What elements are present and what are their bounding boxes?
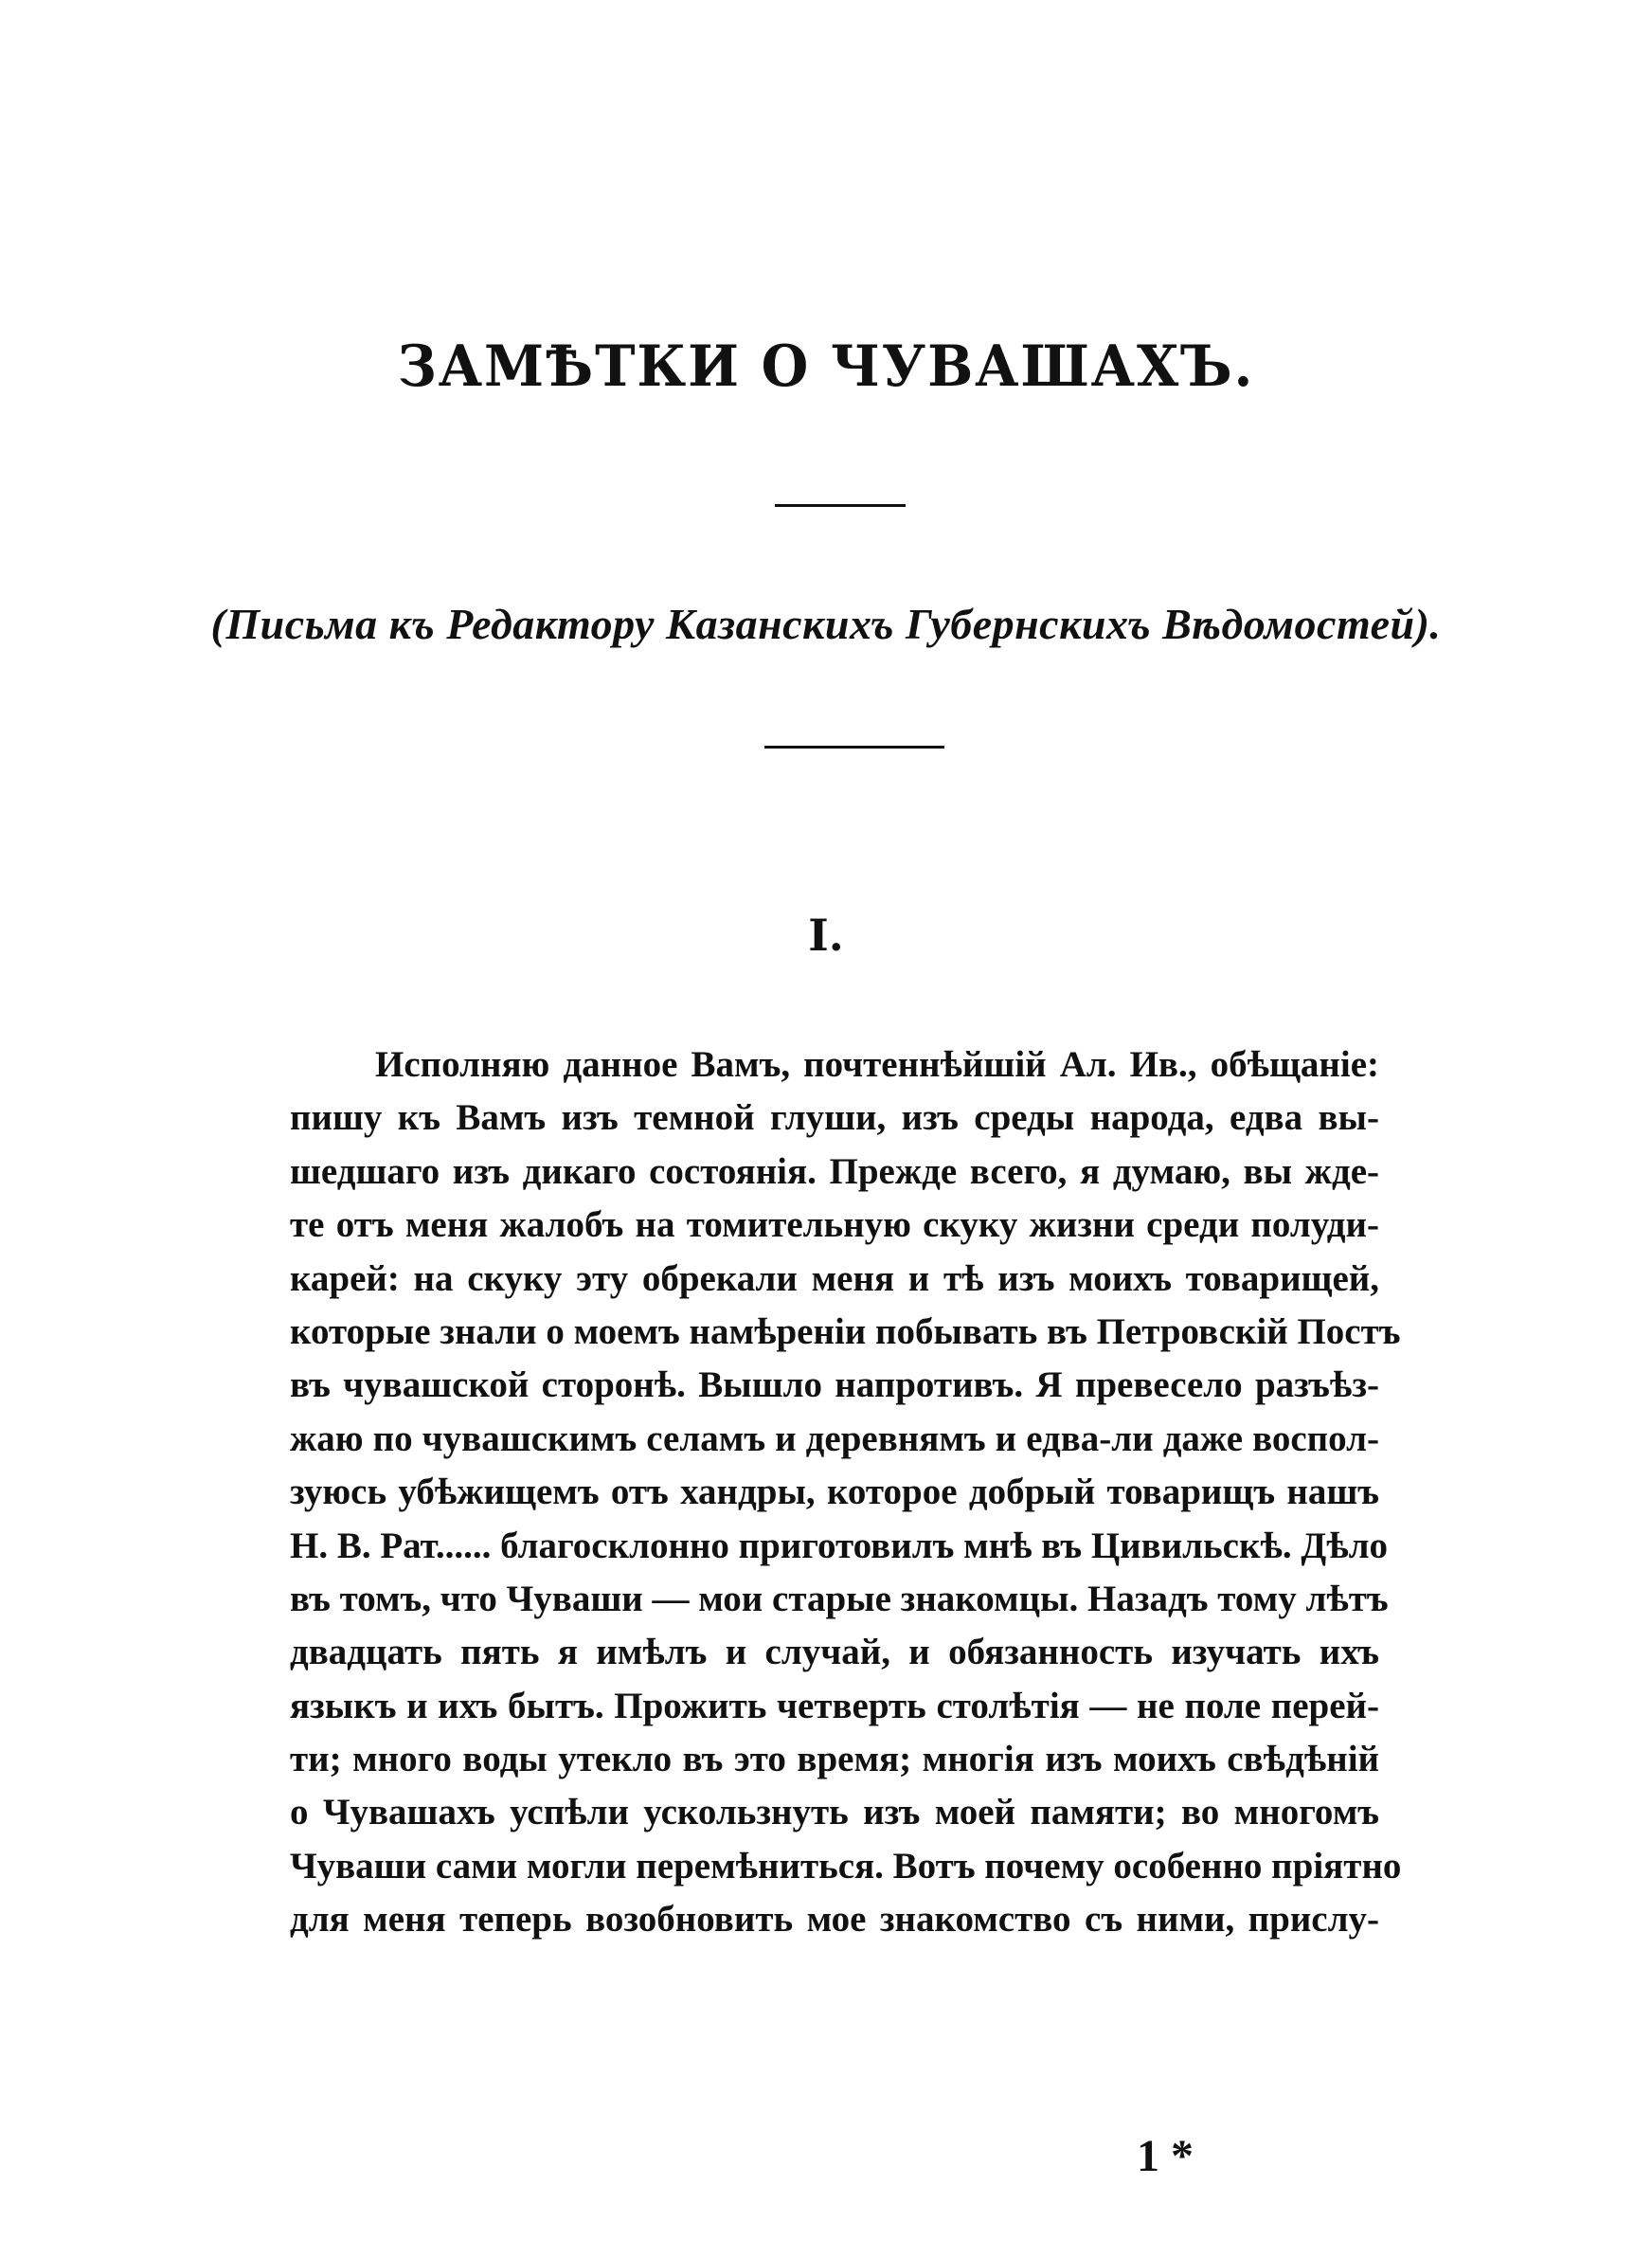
text-line: которые знали о моемъ намѣреніи побывать въ Петровскій Постъ: [290, 1310, 1401, 1352]
text-line: ти; много воды утекло въ это время; многія изъ моихъ свѣдѣній: [290, 1739, 1379, 1780]
title-divider: [775, 504, 906, 507]
text-line: двадцать пять я имѣлъ и случай, и обязанность изучать ихъ: [290, 1632, 1379, 1673]
subtitle: (Письма къ Редактору Казанскихъ Губернскихъ Вѣдомостей).: [210, 600, 1442, 648]
text-line: для меня теперь возобновить мое знакомство съ ними, прислу-: [290, 1899, 1379, 1941]
page-title: ЗАМѢТКИ О ЧУВАШАХЪ.: [397, 334, 1255, 400]
text-line: карей: на скуку эту обрекали меня и тѣ изъ моихъ товарищей,: [290, 1257, 1379, 1299]
text-line: языкъ и ихъ бытъ. Прожить четверть столѣтія — не поле перей-: [290, 1685, 1379, 1726]
text-line: зуюсь убѣжищемъ отъ хандры, которое добрый товарищъ нашъ: [290, 1472, 1379, 1513]
text-line: въ чувашской сторонѣ. Вышло напротивъ. Я превесело разъѣз-: [290, 1364, 1379, 1406]
subtitle-divider: [764, 746, 944, 749]
section-number: I.: [808, 910, 844, 961]
signature-mark: 1 *: [1137, 2131, 1194, 2181]
text-line: те отъ меня жалобъ на томительную скуку жизни среди полуди-: [290, 1204, 1379, 1246]
text-line: пишу къ Вамъ изъ темной глуши, изъ среды народа, едва вы-: [290, 1097, 1379, 1139]
text-line: шедшаго изъ дикаго состоянія. Прежде всего, я думаю, вы жде-: [290, 1150, 1379, 1192]
text-line: Н. В. Рат...... благосклонно приготовилъ мнѣ въ Цивильскѣ. Дѣло: [290, 1525, 1388, 1566]
text-line: Исполняю данное Вамъ, почтеннѣйшій Ал. Ив., обѣщаніе:: [375, 1044, 1379, 1085]
text-line: жаю по чувашскимъ селамъ и деревнямъ и едва-ли даже воспол-: [290, 1417, 1379, 1459]
text-line: Чуваши сами могли перемѣниться. Вотъ почему особенно пріятно: [290, 1845, 1402, 1887]
body-text: [290, 1038, 1402, 1947]
text-line: въ томъ, что Чуваши — мои старые знакомцы. Назадъ тому лѣтъ: [290, 1578, 1389, 1619]
text-line: о Чувашахъ успѣли ускользнуть изъ моей памяти; во многомъ: [290, 1792, 1379, 1833]
